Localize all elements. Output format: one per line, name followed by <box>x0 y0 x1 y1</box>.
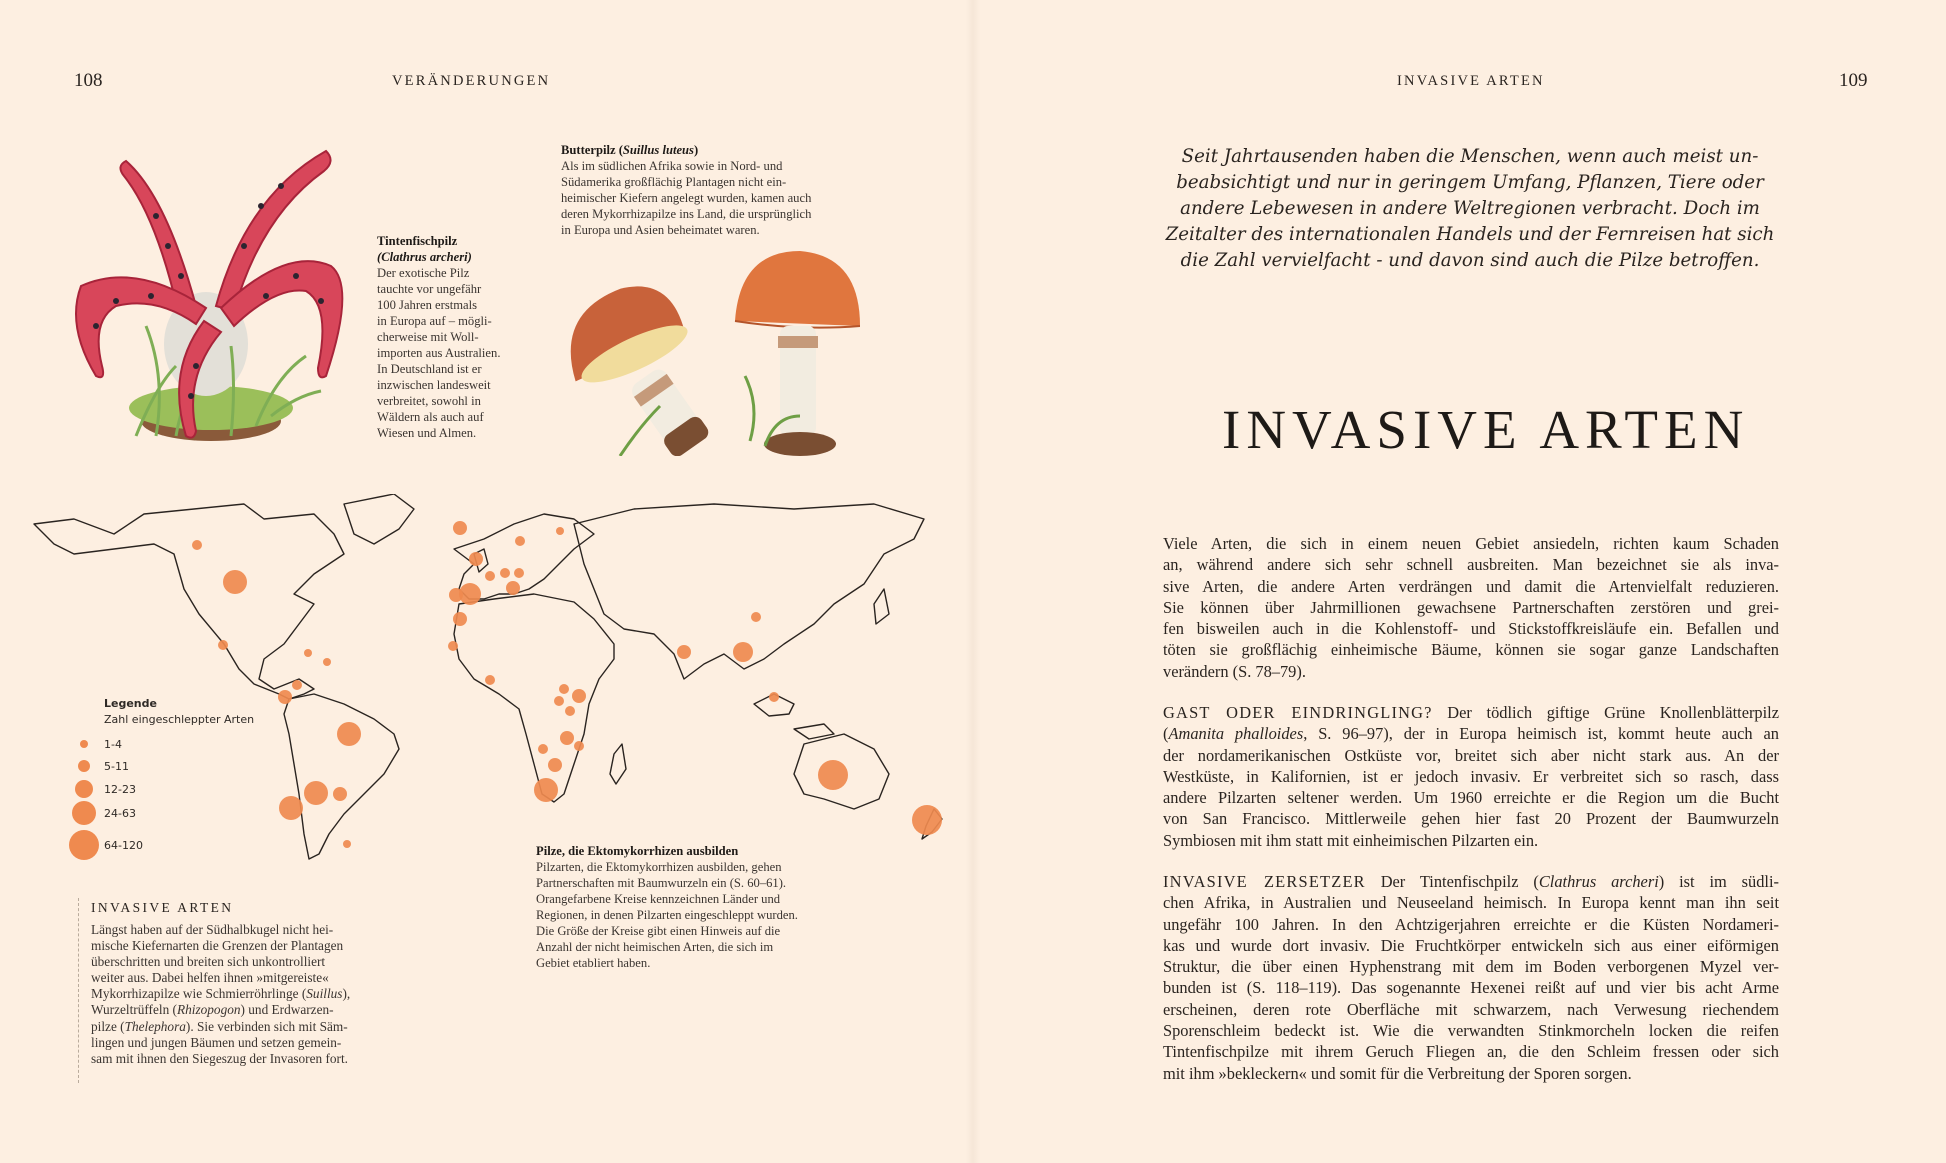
caption-body <box>377 265 500 441</box>
intro-paragraph <box>1164 144 1776 274</box>
legend-label: 64-120 <box>104 839 143 852</box>
species-circle <box>818 760 848 790</box>
text-run: ) und Erdwarzen- <box>240 1002 334 1018</box>
species-circle <box>343 840 351 848</box>
text-line <box>91 954 428 970</box>
species-circle <box>534 778 558 802</box>
body-paragraph-1 <box>1163 533 1779 682</box>
text-run: weiter aus. Dabei helfen ihnen »mitgereiste« <box>91 970 329 986</box>
text-run: mit ihm »bekleckern« und somit für die Verbreitung der Sporen sorgen. <box>1163 1063 1632 1083</box>
legend-label: 12-23 <box>104 783 136 796</box>
text-line <box>91 970 428 986</box>
text-line <box>1163 618 1779 639</box>
species-circle <box>515 536 525 546</box>
text-line: 100 Jahren erstmals <box>377 298 478 312</box>
text-run: an, während andere sich sehr schnell ausbreiten. Man bezeichnet sie als inva- <box>1163 555 1779 575</box>
text-line <box>91 922 428 938</box>
species-circle <box>453 612 467 626</box>
text-line <box>1163 830 1779 851</box>
text-line <box>1163 766 1779 787</box>
species-circle <box>459 583 481 605</box>
text-line: In Deutschland ist er <box>377 362 482 376</box>
species-circle <box>506 581 520 595</box>
species-circle <box>500 568 510 578</box>
text-line <box>1163 977 1779 998</box>
text-line: Wäldern als auch auf <box>377 410 484 424</box>
running-head-left: VERÄNDERUNGEN <box>392 73 551 89</box>
species-circle <box>514 568 524 578</box>
species-circle <box>278 690 292 704</box>
text-run: Sie können über Jahrmillionen gewachsene Partnerschaften zerstören und grei- <box>1163 597 1779 617</box>
text-run: kas und wurde dort invasiv. Die Fruchtkörper entwickeln sich aus einer eiförmigen <box>1163 935 1779 955</box>
species-circle <box>333 787 347 801</box>
text-line <box>1163 892 1779 913</box>
text-line: Die Größe der Kreise gibt einen Hinweis auf die <box>536 924 781 938</box>
text-line <box>91 1051 428 1067</box>
text-line <box>1163 1041 1779 1062</box>
text-run: chen Afrika, in Australien und Neuseeland heimisch. In Europa kennt man ihn seit <box>1163 893 1779 913</box>
text-line <box>1163 1020 1779 1041</box>
text-line <box>1163 745 1779 766</box>
text-line: deren Mykorrhizapilze ins Land, die ursprünglich <box>561 207 812 221</box>
sidebar-invasive-arten <box>78 898 428 1083</box>
text-run: Westküste, in Kalifornien, ist er jedoch invasiv. Er verbreitet sich so rasch, dass <box>1163 766 1779 786</box>
caption-body <box>561 158 811 238</box>
text-run: Der tödlich giftige Grüne Knollenblätterpilz <box>1432 703 1779 722</box>
caption-title-end: ) <box>693 143 699 157</box>
world-map <box>14 494 954 864</box>
text-line <box>91 1002 428 1018</box>
text-line: Als im südlichen Afrika sowie in Nord- und <box>561 159 783 173</box>
text-run: ). Sie verbinden sich mit Säm- <box>185 1018 348 1034</box>
caption-title: Tintenfischpilz <box>377 234 458 248</box>
text-line <box>1163 914 1779 935</box>
text-run: lingen und jungen Bäumen und setzen gemein- <box>91 1034 342 1050</box>
text-run: Viele Arten, die sich in einem neuen Gebiet ansiedeln, richten kaum Schaden <box>1163 534 1779 553</box>
text-line: Südamerika großflächig Plantagen nicht ein- <box>561 175 787 189</box>
caption-title: Pilze, die Ektomykorrhizen ausbilden <box>536 844 739 858</box>
text-line: die Zahl vervielfacht - und davon sind auch die Pilze betroffen. <box>1180 250 1760 271</box>
species-circle <box>218 640 228 650</box>
text-run: der nordamerikanischen Ostküste vor, breitet sich aber nicht stark aus. An der <box>1163 745 1779 765</box>
body-paragraph-invasive-zersetzer <box>1163 871 1779 1084</box>
species-circle <box>337 722 361 746</box>
text-line: Gebiet etabliert haben. <box>536 956 651 970</box>
introduced-species-circles <box>192 521 942 848</box>
text-line <box>1163 702 1779 723</box>
squid-stinkhorn-illustration <box>56 136 366 448</box>
caption-latin-name: (Clathrus archeri) <box>377 250 472 264</box>
text-line <box>1163 871 1779 892</box>
text-line: Der exotische Pilz <box>377 266 470 280</box>
species-circle <box>304 781 328 805</box>
text-line: Seit Jahrtausenden haben die Menschen, wenn auch meist un- <box>1181 146 1759 167</box>
species-circle <box>485 675 495 685</box>
text-line <box>1163 639 1779 660</box>
species-circle <box>192 540 202 550</box>
legend-circle-icon <box>72 801 96 825</box>
text-run: überschritten und breiten sich unkontrolliert <box>91 954 326 970</box>
text-line <box>1163 935 1779 956</box>
legend-circle-icon <box>80 740 88 748</box>
text-line <box>1163 723 1779 744</box>
text-line <box>1163 661 1779 682</box>
text-line <box>91 938 428 954</box>
sidebar-title: INVASIVE ARTEN <box>91 900 234 915</box>
legend-label: 24-63 <box>104 807 136 820</box>
text-run: andere Pilzarten seltener werden. Um 1960 erreichte er die Region um die Bucht <box>1163 788 1779 808</box>
text-run: sam mit ihnen den Siegeszug der Invasoren fort. <box>91 1050 349 1066</box>
species-circle <box>769 692 779 702</box>
caption-latin-name: Suillus luteus <box>622 143 694 157</box>
text-run: Sporenschleim bedeckt ist. Wie die verwandten Stinkmorcheln locken die reifen <box>1163 1021 1779 1041</box>
text-line: Partnerschaften mit Baumwurzeln ein (S. 60–61). <box>536 876 787 890</box>
text-run: verändern (S. 78–79). <box>1163 661 1306 681</box>
italic-term: Thelephora <box>124 1018 186 1034</box>
text-run: mische Kiefernarten die Grenzen der Plantagen <box>91 938 344 954</box>
legend-title: Legende <box>104 697 157 710</box>
species-circle <box>453 521 467 535</box>
map-legend <box>104 697 255 852</box>
text-run: ) ist im südli- <box>1658 872 1779 891</box>
text-run: Tintenfischpilze mit ihrem Geruch Fliegen an, die den Schleim fressen oder sich <box>1163 1042 1779 1062</box>
legend-subtitle: Zahl eingeschleppter Arten <box>104 713 255 726</box>
legend-circle-icon <box>69 830 99 860</box>
caption-title: Butterpilz ( <box>561 143 623 157</box>
caption-tintenfischpilz <box>377 233 500 441</box>
species-circle <box>223 570 247 594</box>
text-run: Längst haben auf der Südhalbkugel nicht hei- <box>91 922 334 937</box>
run-in-heading: GAST ODER EINDRINGLING? <box>1163 703 1433 722</box>
text-line: andere Lebewesen in andere Weltregionen verbracht. Doch im <box>1180 198 1760 219</box>
text-line: Regionen, in denen Pilzarten eingeschleppt wurden. <box>536 908 798 922</box>
italic-term: Rhizopogon <box>176 1002 241 1018</box>
text-run: Symbiosen mit ihm statt mit einheimischen Pilzarten ein. <box>1163 830 1539 850</box>
species-circle <box>554 696 564 706</box>
text-line <box>91 1019 428 1035</box>
species-circle <box>912 805 942 835</box>
text-run: erscheinen, deren rote Oberfläche mit schwarzem, nach Verwesung riechendem <box>1163 999 1779 1019</box>
text-line <box>1163 999 1779 1020</box>
species-circle <box>469 552 483 566</box>
species-circle <box>323 658 331 666</box>
species-circle <box>733 642 753 662</box>
text-run: fen bisweilen auch in die Kohlenstoff- und Stickstoffkreisläufe ein. Befallen und <box>1163 619 1779 639</box>
text-line <box>91 986 428 1002</box>
text-run: töten sie großflächig einheimische Bäume, können sie sogar ganze Landschaften <box>1163 640 1779 660</box>
legend-label: 5-11 <box>104 760 129 773</box>
text-line <box>91 1035 428 1051</box>
text-line: in Europa auf – mögli- <box>377 314 492 328</box>
text-run: ), <box>342 986 351 1002</box>
species-circle <box>292 680 302 690</box>
text-line: heimischer Kiefern angelegt wurden, kamen auch <box>561 191 812 205</box>
text-line <box>1163 576 1779 597</box>
text-line: beabsichtigt und nur in geringem Umfang, Pflanzen, Tiere oder <box>1176 172 1764 193</box>
text-line: Anzahl der nicht heimischen Arten, die sich im <box>536 940 774 954</box>
italic-term: Suillus <box>306 986 343 1002</box>
species-circle <box>574 741 584 751</box>
text-run: Wurzeltrüffeln ( <box>91 1002 177 1018</box>
text-run: sive Arten, die andere Arten verdrängen und damit die Artenvielfalt reduzieren. <box>1163 576 1779 596</box>
text-run: , S. 96–97), der in Europa heimisch ist, kommt heute auch an <box>1303 724 1779 744</box>
text-line: importen aus Australien. <box>377 346 501 360</box>
text-run: Struktur, die über einen Hyphenstrang mit dem im Boden verborgenen Myzel ver- <box>1163 957 1779 977</box>
text-run: bunden ist (S. 118–119). Das sogenannte Hexenei reißt auf und vier bis acht Arme <box>1163 978 1779 998</box>
text-line <box>1163 787 1779 808</box>
species-circle <box>572 689 586 703</box>
legend-label: 1-4 <box>104 738 122 751</box>
text-line: tauchte vor ungefähr <box>377 282 482 296</box>
text-line: inzwischen landesweit <box>377 378 491 392</box>
text-run: ungefähr 100 Jahren. In den Achtzigerjahren erreichte er die Küsten Nordameri- <box>1163 914 1779 934</box>
text-run: von San Francisco. Mittlerweile gehen hier fast 20 Prozent der Baumwurzeln <box>1163 809 1779 829</box>
text-line: Pilzarten, die Ektomykorrhizen ausbilden, gehen <box>536 860 782 874</box>
body-paragraph-gast-oder-eindringling <box>1163 702 1779 851</box>
text-line <box>1163 956 1779 977</box>
text-run: Der Tintenfischpilz ( <box>1365 872 1539 891</box>
species-circle <box>556 527 564 535</box>
species-circle <box>538 744 548 754</box>
italic-term: Clathrus archeri <box>1538 872 1659 891</box>
italic-term: Amanita phalloides <box>1168 724 1304 744</box>
text-run: Mykorrhizapilze wie Schmierröhrlinge ( <box>91 986 307 1002</box>
text-line: cherweise mit Woll- <box>377 330 479 344</box>
species-circle <box>751 612 761 622</box>
legend-circle-icon <box>78 760 90 772</box>
caption-butterpilz <box>561 142 811 238</box>
species-circle <box>304 649 312 657</box>
text-line: in Europa und Asien beheimatet waren. <box>561 223 760 237</box>
species-circle <box>548 758 562 772</box>
page-number-left: 108 <box>74 70 103 91</box>
text-line <box>1163 533 1779 554</box>
species-circle <box>677 645 691 659</box>
text-line: Orangefarbene Kreise kennzeichnen Länder und <box>536 892 781 906</box>
text-run: ( <box>1163 724 1169 744</box>
text-line: Wiesen und Almen. <box>377 426 477 440</box>
text-line: Zeitalter des internationalen Handels und der Fernreisen hat sich <box>1165 224 1775 245</box>
species-circle <box>485 571 495 581</box>
caption-map <box>536 843 798 971</box>
text-line <box>1163 597 1779 618</box>
slippery-jack-illustration <box>560 246 860 456</box>
species-circle <box>560 731 574 745</box>
text-line <box>1163 808 1779 829</box>
running-head-right: INVASIVE ARTEN <box>1397 73 1545 89</box>
text-run: pilze ( <box>91 1018 125 1034</box>
species-circle <box>279 796 303 820</box>
text-line <box>1163 1063 1779 1084</box>
legend-circle-icon <box>75 780 93 798</box>
world-map-outline <box>14 494 954 864</box>
text-line: verbreitet, sowohl in <box>377 394 481 408</box>
sidebar-text <box>91 922 428 1067</box>
text-line <box>1163 554 1779 575</box>
run-in-heading: INVASIVE ZERSETZER <box>1163 872 1366 891</box>
species-circle <box>559 684 569 694</box>
page-number-right: 109 <box>1839 70 1868 91</box>
species-circle <box>448 641 458 651</box>
species-circle <box>565 706 575 716</box>
caption-body <box>536 859 798 971</box>
chapter-title: INVASIVE ARTEN <box>1222 399 1750 460</box>
